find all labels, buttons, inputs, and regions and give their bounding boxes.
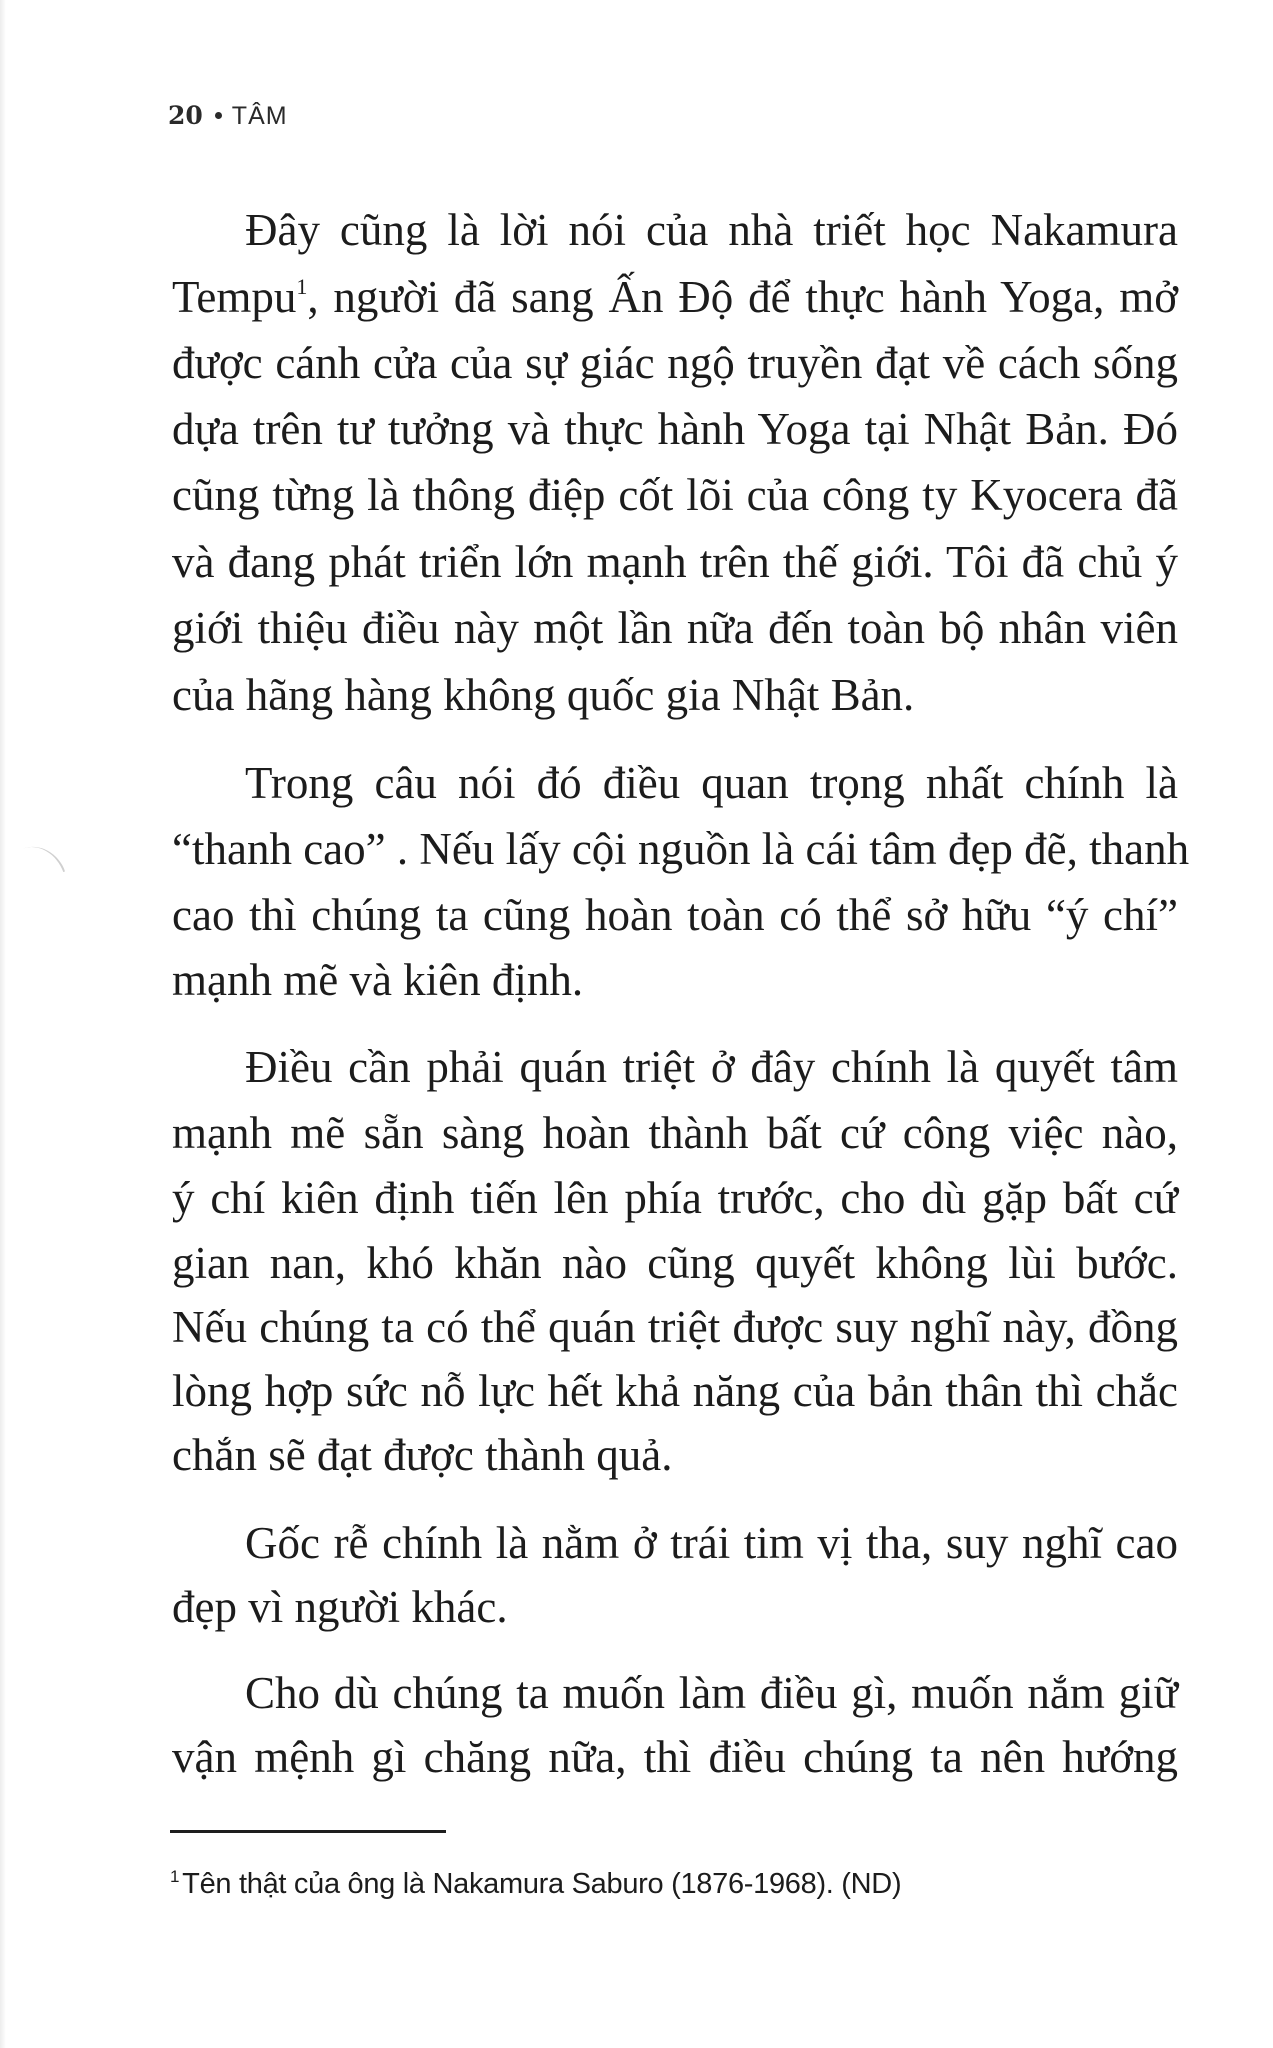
bullet-separator-icon	[215, 112, 222, 119]
text-line: chắn sẽ đạt được thành quả.	[172, 1430, 673, 1480]
running-head	[168, 100, 288, 132]
text-line: cũng từng là thông điệp cốt lõi của công ty Kyocera đã	[172, 470, 1178, 520]
footnote-separator-rule	[170, 1830, 446, 1833]
text-line: dựa trên tư tưởng và thực hành Yoga tại Nhật Bản. Đó	[172, 404, 1178, 454]
text-line: giới thiệu điều này một lần nữa đến toàn bộ nhân viên	[172, 603, 1178, 653]
page-edge-shadow	[0, 0, 6, 2048]
text-span: , người đã sang Ấn Độ để thực hành Yoga, mở	[307, 272, 1178, 322]
page-number: 20	[168, 101, 203, 130]
text-line: Gốc rễ chính là nằm ở trái tim vị tha, suy nghĩ cao	[245, 1518, 1178, 1568]
text-line: của hãng hàng không quốc gia Nhật Bản.	[172, 670, 915, 720]
text-line: đẹp vì người khác.	[172, 1582, 508, 1632]
text-line: Cho dù chúng ta muốn làm điều gì, muốn nắm giữ	[245, 1668, 1178, 1718]
text-line: vận mệnh gì chăng nữa, thì điều chúng ta nên hướng	[172, 1732, 1178, 1782]
footnote-text: Tên thật của ông là Nakamura Saburo (1876-1968). (ND)	[182, 1868, 902, 1900]
text-line: mạnh mẽ và kiên định.	[172, 955, 584, 1005]
text-line: lòng hợp sức nỗ lực hết khả năng của bản thân thì chắc	[172, 1366, 1178, 1416]
text-line: Nếu chúng ta có thể quán triệt được suy nghĩ này, đồng	[172, 1302, 1178, 1352]
footnote	[170, 1866, 901, 1902]
text-line: Đây cũng là lời nói của nhà triết học Nakamura	[245, 205, 1178, 255]
text-line: Trong câu nói đó điều quan trọng nhất chính là	[245, 758, 1178, 808]
text-line: được cánh cửa của sự giác ngộ truyền đạt về cách sống	[172, 338, 1178, 388]
text-span: Tempu	[172, 272, 297, 322]
text-line: cao thì chúng ta cũng hoàn toàn có thể sở hữu “ý chí”	[172, 890, 1178, 940]
footnote-marker: 1	[170, 1867, 180, 1887]
footnote-reference[interactable]: 1	[296, 274, 308, 299]
scan-artifact-mark	[23, 838, 65, 883]
text-line: Điều cần phải quán triệt ở đây chính là quyết tâm	[245, 1042, 1178, 1092]
text-line: mạnh mẽ sẵn sàng hoàn thành bất cứ công việc nào,	[172, 1108, 1178, 1158]
chapter-title: TÂM	[231, 102, 288, 130]
text-line: “thanh cao” . Nếu lấy cội nguồn là cái tâm đẹp đẽ, thanh	[172, 824, 1190, 874]
text-line: gian nan, khó khăn nào cũng quyết không lùi bước.	[172, 1238, 1178, 1288]
text-line: và đang phát triển lớn mạnh trên thế giới. Tôi đã chủ ý	[172, 537, 1178, 587]
text-line: ý chí kiên định tiến lên phía trước, cho dù gặp bất cứ	[172, 1173, 1178, 1223]
text-line	[172, 272, 1178, 322]
